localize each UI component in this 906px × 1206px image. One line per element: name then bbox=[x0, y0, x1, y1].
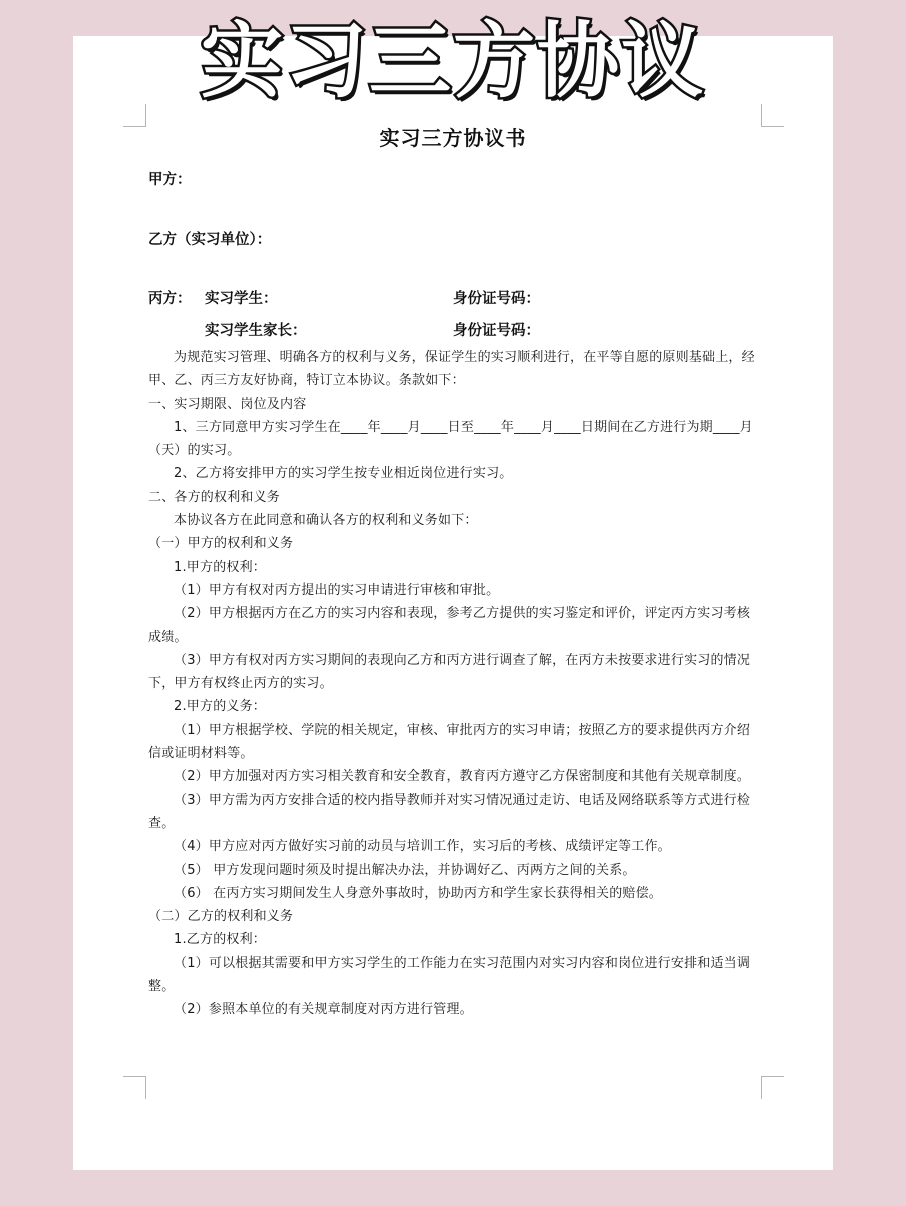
parent-label: 实习学生家长： bbox=[205, 323, 307, 339]
paragraph: （3）甲方需为丙方安排合适的校内指导教师并对实习情况通过走访、电话及网络联系等方式进行检查。 bbox=[148, 792, 751, 831]
paragraph: 1.乙方的权利： bbox=[174, 932, 267, 948]
student-label: 实习学生： bbox=[205, 291, 278, 307]
paragraph: 1、三方同意甲方实习学生在____年____月____日至____年____月____日期间在乙方进行为期____月（天）的实习。 bbox=[148, 419, 753, 459]
paragraph: 2、乙方将安排甲方的实习学生按专业相近岗位进行实习。 bbox=[174, 466, 513, 482]
paragraph: 为规范实习管理、明确各方的权利与义务，保证学生的实习顺利进行，在平等自愿的原则基础上，经甲、乙、丙三方友好协商，特订立本协议。条款如下： bbox=[148, 350, 755, 389]
paragraph: 1.甲方的权利： bbox=[174, 559, 267, 575]
paragraph: （4）甲方应对丙方做好实习前的动员与培训工作，实习后的考核、成绩评定等工作。 bbox=[174, 839, 671, 855]
banner-title: 实习三方协议 bbox=[200, 14, 705, 109]
party-b-label: 乙方（实习单位）： bbox=[148, 232, 272, 248]
document-page bbox=[73, 36, 833, 1170]
paragraph: （1）甲方根据学校、学院的相关规定，审核、审批丙方的实习申请；按照乙方的要求提供丙方介绍信或证明材料等。 bbox=[148, 722, 751, 762]
paragraph: （3）甲方有权对丙方实习期间的表现向乙方和丙方进行调查了解，在丙方未按要求进行实习的情况下，甲方有权终止丙方的实习。 bbox=[148, 652, 751, 692]
paragraph: （2）参照本单位的有关规章制度对丙方进行管理。 bbox=[174, 1002, 473, 1018]
parent-id-label: 身份证号码： bbox=[453, 323, 540, 339]
paragraph: 本协议各方在此同意和确认各方的权利和义务如下： bbox=[174, 513, 478, 529]
paragraph: （6） 在丙方实习期间发生人身意外事故时，协助丙方和学生家长获得相关的赔偿。 bbox=[174, 885, 663, 901]
paragraph: （1）可以根据其需要和甲方实习学生的工作能力在实习范围内对实习内容和岗位进行安排和适当调整。 bbox=[148, 955, 751, 995]
page-corner-mark bbox=[761, 1076, 784, 1099]
paragraph: （1）甲方有权对丙方提出的实习申请进行审核和审批。 bbox=[174, 582, 500, 598]
document-title: 实习三方协议书 bbox=[379, 126, 527, 150]
party-a-label: 甲方： bbox=[148, 172, 192, 188]
party-c-label: 丙方： bbox=[148, 291, 192, 307]
page-corner-mark bbox=[123, 1076, 146, 1099]
paragraph: （5） 甲方发现问题时须及时提出解决办法，并协调好乙、丙两方之间的关系。 bbox=[174, 862, 636, 878]
section-heading: 一、实习期限、岗位及内容 bbox=[148, 396, 307, 412]
subsection-heading: （一）甲方的权利和义务 bbox=[148, 536, 294, 552]
paragraph: 2.甲方的义务： bbox=[174, 699, 267, 715]
student-id-label: 身份证号码： bbox=[453, 291, 540, 307]
paragraph: （2）甲方根据丙方在乙方的实习内容和表现，参考乙方提供的实习鉴定和评价，评定丙方实习考核成绩。 bbox=[148, 606, 751, 645]
agreement-body bbox=[148, 346, 760, 1022]
paragraph: （2）甲方加强对丙方实习相关教育和安全教育，教育丙方遵守乙方保密制度和其他有关规章制度。 bbox=[174, 769, 751, 785]
section-heading: 二、各方的权利和义务 bbox=[148, 489, 281, 505]
subsection-heading: （二）乙方的权利和义务 bbox=[148, 909, 294, 925]
